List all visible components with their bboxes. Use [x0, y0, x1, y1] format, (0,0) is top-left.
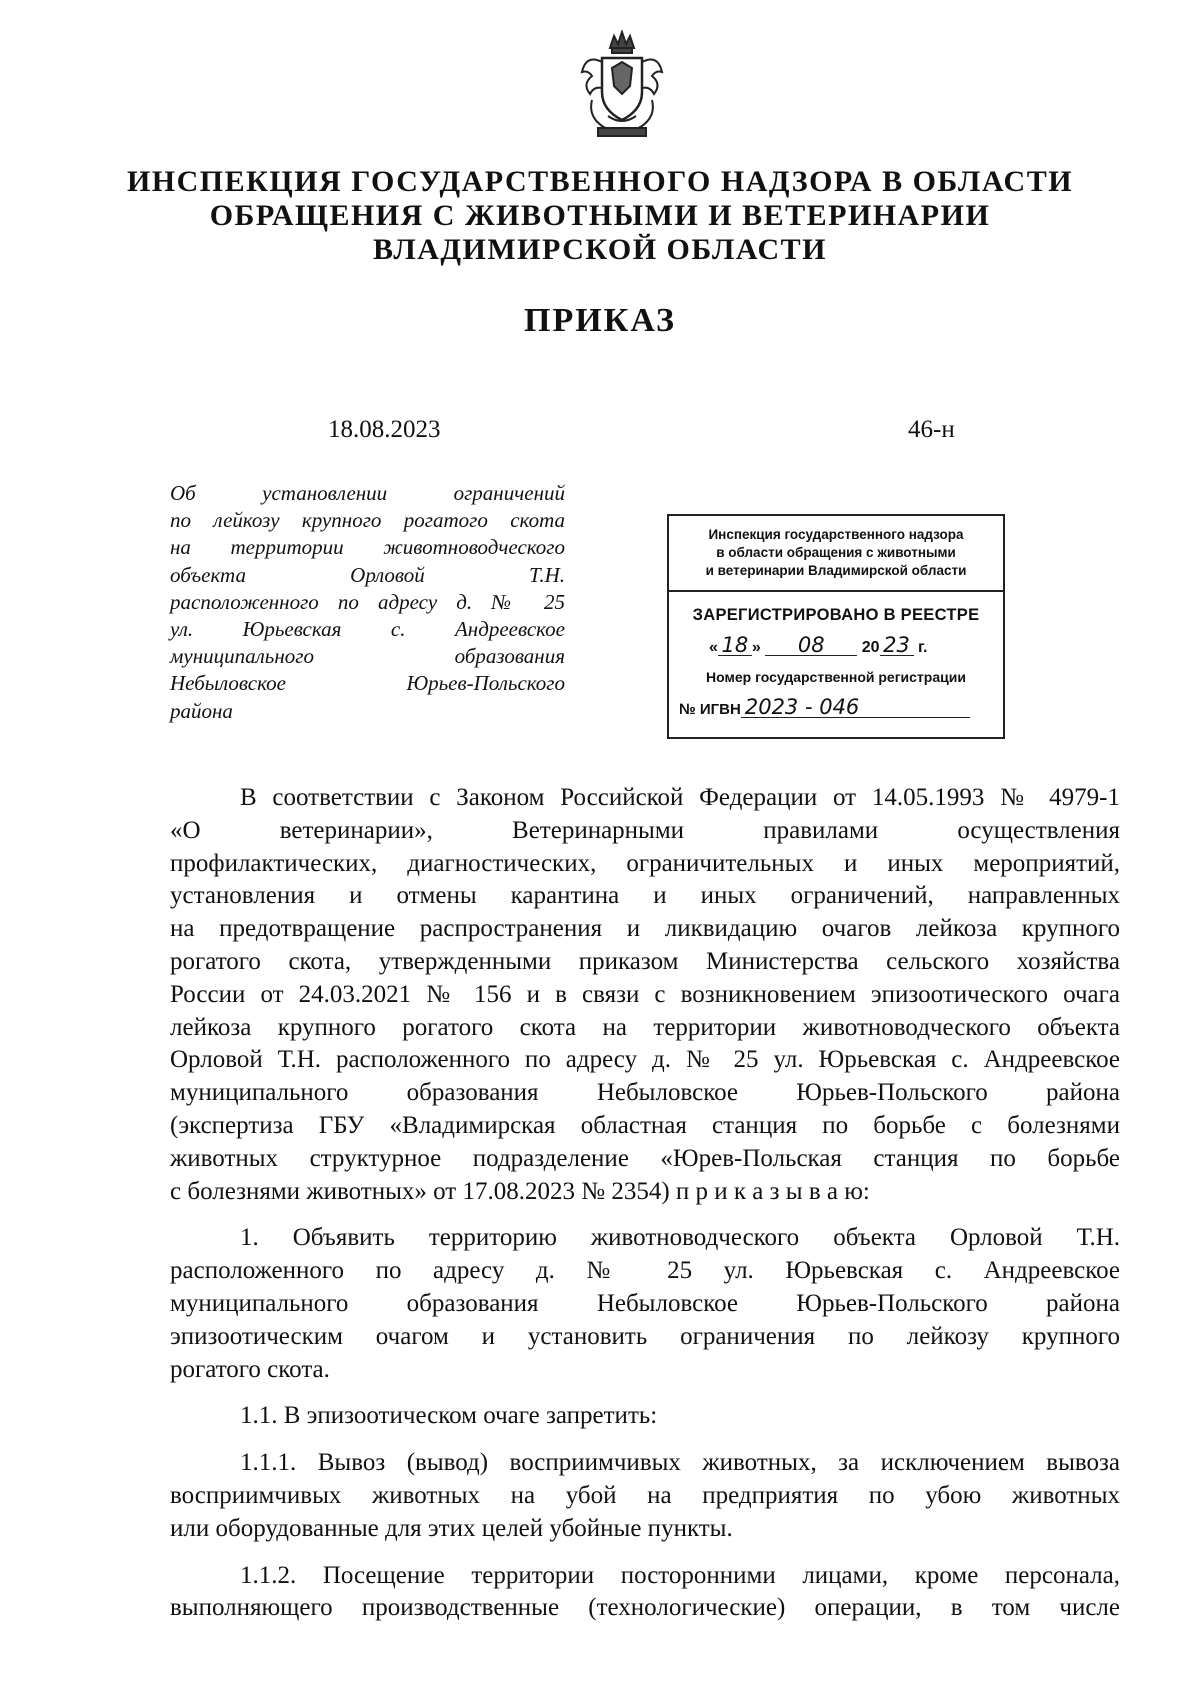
subject-line: Небыловское Юрьев-Польского	[170, 671, 565, 696]
body-line: выполняющего производственные (технологические) операции, в том числе	[170, 1594, 1120, 1622]
body-line: 1.1.2. Посещение территории посторонними лицами, кроме персонала,	[240, 1561, 1120, 1589]
subject-line: муниципального образования	[170, 644, 565, 669]
stamp-org-line: в области обращения с животными	[716, 545, 956, 560]
authority-line: ОБРАЩЕНИЯ С ЖИВОТНЫМИ И ВЕТЕРИНАРИИ	[209, 199, 991, 232]
stamp-reg-number: 2023 - 046	[741, 697, 970, 718]
body-line: В соответствии с Законом Российской Федерации от 14.05.1993 № 4979-1	[240, 784, 1120, 811]
stamp-registration-date: « 18 » 08 20 23 г.	[709, 633, 928, 657]
stamp-organization	[669, 516, 1003, 592]
body-line: муниципального образования Небыловское Юрьев-Польского района	[170, 1289, 1120, 1317]
body-line: России от 24.03.2021 № 156 и в связи с возникновением эпизоотического очага	[170, 980, 1120, 1008]
order-body	[170, 782, 1120, 1625]
coat-of-arms-icon	[572, 30, 672, 142]
body-line: 1.1. В эпизоотическом очаге запретить:	[240, 1402, 658, 1430]
body-paragraph	[170, 1222, 1120, 1386]
document-number: 46-н	[908, 416, 955, 443]
body-line: профилактических, диагностических, ограничительных и иных мероприятий,	[170, 849, 1120, 877]
stamp-reg-prefix: № ИГВН	[679, 701, 741, 718]
stamp-reg-number-label: Номер государственной регистрации	[706, 669, 966, 685]
subject-line: ул. Юрьевская с. Андреевское	[170, 617, 565, 642]
stamp-org-line: и ветеринарии Владимирской области	[705, 563, 967, 578]
body-paragraph	[170, 782, 1120, 1208]
document-date: 18.08.2023	[328, 416, 441, 443]
body-line: (экспертиза ГБУ «Владимирская областная станция по борьбе с болезнями	[170, 1111, 1120, 1139]
body-paragraph	[170, 1400, 1120, 1433]
stamp-month: 08	[765, 635, 857, 656]
body-line: муниципального образования Небыловское Юрьев-Польского района	[170, 1079, 1120, 1107]
stamp-year-unit: г.	[917, 639, 928, 656]
body-line: Орловой Т.Н. расположенного по адресу д. № 25 ул. Юрьевская с. Андреевское	[170, 1046, 1120, 1074]
subject-line: района	[170, 698, 233, 723]
subject-line: на территории животноводческого	[170, 535, 565, 560]
stamp-org-line: Инспекция государственного надзора	[708, 527, 964, 542]
subject-line: расположенного по адресу д. № 25	[170, 589, 565, 614]
body-paragraph	[170, 1447, 1120, 1545]
authority-line: ВЛАДИМИРСКОЙ ОБЛАСТИ	[373, 233, 827, 266]
body-line: эпизоотическим очагом и установить ограничения по лейкозу крупного	[170, 1322, 1120, 1350]
body-line: восприимчивых животных на убой на предприятия по убою животных	[170, 1481, 1120, 1509]
stamp-year-suffix: 23	[880, 635, 914, 656]
issuing-authority	[100, 165, 1100, 267]
stamp-registered-label: ЗАРЕГИСТРИРОВАНО В РЕЕСТРЕ	[692, 606, 980, 624]
registration-stamp	[667, 514, 1005, 739]
authority-line: ИНСПЕКЦИЯ ГОСУДАРСТВЕННОГО НАДЗОРА В ОБЛАСТИ	[126, 165, 1074, 198]
body-line: 1.1.1. Вывоз (вывод) восприимчивых животных, за исключением вывоза	[240, 1449, 1120, 1477]
body-line: 1. Объявить территорию животноводческого объекта Орловой Т.Н.	[240, 1224, 1120, 1252]
body-paragraph	[170, 1560, 1120, 1626]
body-line: рогатого скота, утвержденными приказом Министерства сельского хозяйства	[170, 947, 1120, 975]
subject-line: объекта Орловой Т.Н.	[170, 562, 565, 587]
body-line: установления и отмены карантина и иных ограничений, направленных	[170, 882, 1120, 910]
body-line: с болезнями животных» от 17.08.2023 № 2354) п р и к а з ы в а ю:	[170, 1177, 870, 1205]
stamp-year-prefix: 20	[861, 639, 880, 656]
order-subject	[170, 480, 565, 725]
body-line: рогатого скота.	[170, 1355, 330, 1383]
body-line: «О ветеринарии», Ветеринарными правилами осуществления	[170, 816, 1120, 844]
body-line: на предотвращение распространения и ликвидацию очагов лейкоза крупного	[170, 915, 1120, 943]
subject-line: Об установлении ограничений	[170, 481, 565, 505]
body-line: животных структурное подразделение «Юрев-Польская станция по борьбе	[170, 1144, 1120, 1172]
body-line: лейкоза крупного рогатого скота на территории животноводческого объекта	[170, 1013, 1120, 1041]
body-line: или оборудованные для этих целей убойные пункты.	[170, 1514, 733, 1542]
stamp-day: 18	[718, 635, 752, 656]
body-line: расположенного по адресу д. № 25 ул. Юрьевская с. Андреевское	[170, 1257, 1120, 1285]
stamp-registration-number	[669, 697, 1003, 718]
document-type: ПРИКАЗ	[524, 302, 676, 339]
subject-line: по лейкозу крупного рогатого скота	[170, 508, 565, 533]
